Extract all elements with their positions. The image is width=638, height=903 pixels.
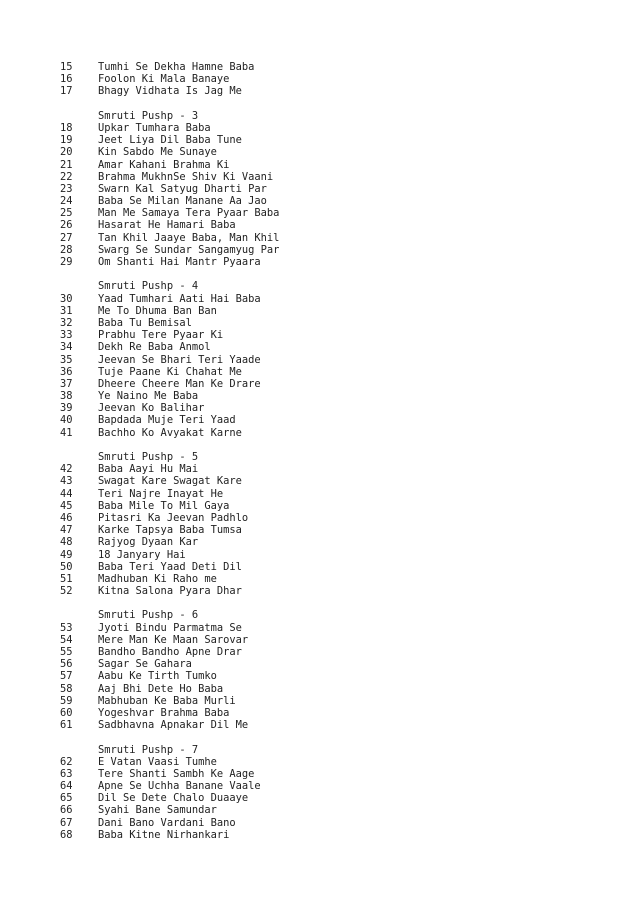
song-number: 65 — [60, 792, 73, 805]
song-number: 49 — [60, 548, 73, 561]
song-title: Tere Shanti Sambh Ke Aage — [98, 767, 255, 780]
song-row — [60, 585, 620, 597]
song-number: 59 — [60, 694, 73, 707]
song-title: Syahi Bane Samundar — [98, 804, 217, 817]
song-title: Baba Kitne Nirhankari — [98, 828, 230, 841]
song-number: 33 — [60, 329, 73, 342]
song-number: 29 — [60, 256, 73, 268]
song-title: Swarg Se Sundar Sangamyug Par — [98, 243, 280, 256]
song-row — [60, 792, 620, 804]
song-row — [60, 146, 620, 158]
song-title: Me To Dhuma Ban Ban — [98, 304, 217, 317]
song-number: 42 — [60, 463, 73, 476]
song-title: Amar Kahani Brahma Ki — [98, 158, 230, 171]
song-number: 38 — [60, 390, 73, 403]
song-row — [60, 561, 620, 573]
heading-indent — [60, 280, 98, 292]
song-row — [60, 829, 620, 841]
song-number: 60 — [60, 706, 73, 719]
song-row — [60, 573, 620, 585]
song-row — [60, 122, 620, 134]
song-title: Pitasri Ka Jeevan Padhlo — [98, 511, 249, 524]
song-row — [60, 549, 620, 561]
song-number: 51 — [60, 572, 73, 585]
song-title: Baba Tu Bemisal — [98, 316, 192, 329]
section-spacer — [60, 597, 620, 609]
song-row — [60, 207, 620, 219]
song-row — [60, 622, 620, 634]
song-row — [60, 195, 620, 207]
section-heading — [60, 609, 620, 621]
song-number: 45 — [60, 499, 73, 512]
song-number: 40 — [60, 414, 73, 427]
song-number: 31 — [60, 304, 73, 317]
song-number: 57 — [60, 670, 73, 683]
song-title: Apne Se Uchha Banane Vaale — [98, 780, 261, 793]
song-number: 64 — [60, 780, 73, 793]
song-title: Baba Aayi Hu Mai — [98, 463, 199, 476]
heading-indent — [60, 744, 98, 756]
section-spacer — [60, 439, 620, 451]
song-title: Sadbhavna Apnakar Dil Me — [98, 719, 249, 732]
song-row — [60, 719, 620, 731]
section-spacer — [60, 268, 620, 280]
song-number: 54 — [60, 633, 73, 646]
song-row — [60, 183, 620, 195]
song-number: 47 — [60, 524, 73, 537]
song-title: Dani Bano Vardani Bano — [98, 816, 236, 829]
section-heading — [60, 451, 620, 463]
song-number: 16 — [60, 73, 73, 86]
section-heading-text: Smruti Pushp - 4 — [98, 280, 199, 293]
song-title: Sagar Se Gahara — [98, 658, 192, 671]
song-row — [60, 536, 620, 548]
song-number: 28 — [60, 243, 73, 256]
section-spacer — [60, 98, 620, 110]
song-row — [60, 171, 620, 183]
heading-indent — [60, 451, 98, 463]
song-title: Jeet Liya Dil Baba Tune — [98, 134, 242, 147]
song-title: Foolon Ki Mala Banaye — [98, 73, 230, 86]
song-number: 23 — [60, 182, 73, 195]
song-section — [60, 597, 620, 731]
song-number: 62 — [60, 755, 73, 768]
song-section — [60, 98, 620, 269]
song-title: Madhuban Ki Raho me — [98, 572, 217, 585]
song-title: Bandho Bandho Apne Drar — [98, 646, 242, 658]
song-title: Hasarat He Hamari Baba — [98, 219, 236, 232]
section-heading-text: Smruti Pushp - 5 — [98, 451, 199, 463]
song-number: 44 — [60, 487, 73, 500]
song-row — [60, 317, 620, 329]
section-heading — [60, 280, 620, 292]
song-row — [60, 305, 620, 317]
song-number: 58 — [60, 682, 73, 695]
song-number: 21 — [60, 158, 73, 171]
song-number: 20 — [60, 146, 73, 159]
song-title: 18 Janyary Hai — [98, 548, 186, 561]
song-number: 17 — [60, 85, 73, 98]
song-title: Bachho Ko Avyakat Karne — [98, 426, 242, 439]
song-number: 30 — [60, 292, 73, 305]
song-row — [60, 670, 620, 682]
song-section — [60, 439, 620, 597]
song-number: 37 — [60, 377, 73, 390]
song-title: Tan Khil Jaaye Baba, Man Khil — [98, 231, 280, 244]
heading-indent — [60, 110, 98, 122]
song-row — [60, 524, 620, 536]
song-title: Dekh Re Baba Anmol — [98, 341, 211, 354]
song-title: Baba Se Milan Manane Aa Jao — [98, 195, 267, 208]
song-title: Bhagy Vidhata Is Jag Me — [98, 85, 242, 98]
section-heading-text: Smruti Pushp - 7 — [98, 743, 199, 756]
song-row — [60, 695, 620, 707]
song-row — [60, 500, 620, 512]
song-row — [60, 293, 620, 305]
song-section — [60, 268, 620, 439]
song-row — [60, 817, 620, 829]
song-title: Mabhuban Ke Baba Murli — [98, 694, 236, 707]
song-title: Aabu Ke Tirth Tumko — [98, 670, 217, 683]
song-row — [60, 390, 620, 402]
song-number: 32 — [60, 316, 73, 329]
song-title: Man Me Samaya Tera Pyaar Baba — [98, 207, 280, 220]
song-number: 46 — [60, 511, 73, 524]
song-number: 39 — [60, 402, 73, 415]
song-number: 43 — [60, 475, 73, 488]
song-number: 67 — [60, 816, 73, 829]
song-title: Yogeshvar Brahma Baba — [98, 706, 230, 719]
song-title: Brahma MukhnSe Shiv Ki Vaani — [98, 170, 274, 183]
song-row — [60, 463, 620, 475]
song-row — [60, 232, 620, 244]
song-number: 27 — [60, 231, 73, 244]
song-title: Baba Teri Yaad Deti Dil — [98, 560, 242, 573]
song-row — [60, 159, 620, 171]
song-row — [60, 256, 620, 268]
song-row — [60, 646, 620, 658]
section-heading-text: Smruti Pushp - 3 — [98, 109, 199, 122]
song-number: 61 — [60, 719, 73, 732]
song-title: Rajyog Dyaan Kar — [98, 536, 199, 549]
song-title: Jeevan Se Bhari Teri Yaade — [98, 353, 261, 366]
song-number: 15 — [60, 61, 73, 73]
song-row — [60, 378, 620, 390]
song-row — [60, 488, 620, 500]
song-row — [60, 329, 620, 341]
section-heading — [60, 744, 620, 756]
song-title: Swagat Kare Swagat Kare — [98, 475, 242, 488]
song-title: Mere Man Ke Maan Sarovar — [98, 633, 249, 646]
song-row — [60, 366, 620, 378]
song-number: 36 — [60, 365, 73, 378]
song-title: Jyoti Bindu Parmatma Se — [98, 621, 242, 634]
song-row — [60, 73, 620, 85]
song-number: 34 — [60, 341, 73, 354]
song-number: 18 — [60, 121, 73, 134]
song-title: Aaj Bhi Dete Ho Baba — [98, 682, 224, 695]
song-number: 35 — [60, 353, 73, 366]
song-title: Bapdada Muje Teri Yaad — [98, 414, 236, 427]
song-number: 19 — [60, 134, 73, 147]
song-title: Ye Naino Me Baba — [98, 390, 199, 403]
song-title: Prabhu Tere Pyaar Ki — [98, 329, 224, 342]
section-heading-text: Smruti Pushp - 6 — [98, 609, 199, 622]
song-number: 26 — [60, 219, 73, 232]
song-row — [60, 634, 620, 646]
song-section — [60, 61, 620, 98]
song-title: Yaad Tumhari Aati Hai Baba — [98, 292, 261, 305]
song-row — [60, 414, 620, 426]
song-title: Tuje Paane Ki Chahat Me — [98, 365, 242, 378]
song-row — [60, 768, 620, 780]
song-title: Dil Se Dete Chalo Duaaye — [98, 792, 249, 805]
song-row — [60, 756, 620, 768]
song-title: Karke Tapsya Baba Tumsa — [98, 524, 242, 537]
song-number: 53 — [60, 621, 73, 634]
song-number: 52 — [60, 585, 73, 598]
song-row — [60, 341, 620, 353]
song-row — [60, 427, 620, 439]
song-row — [60, 707, 620, 719]
song-title: Om Shanti Hai Mantr Pyaara — [98, 256, 261, 268]
song-title: E Vatan Vaasi Tumhe — [98, 755, 217, 768]
song-title: Swarn Kal Satyug Dharti Par — [98, 182, 267, 195]
song-row — [60, 354, 620, 366]
song-list-page — [60, 61, 620, 841]
song-number: 22 — [60, 170, 73, 183]
section-heading — [60, 110, 620, 122]
song-number: 68 — [60, 828, 73, 841]
song-number: 41 — [60, 426, 73, 439]
song-title: Upkar Tumhara Baba — [98, 121, 211, 134]
song-number: 50 — [60, 560, 73, 573]
song-row — [60, 402, 620, 414]
section-spacer — [60, 731, 620, 743]
song-number: 25 — [60, 207, 73, 220]
heading-indent — [60, 609, 98, 621]
song-number: 63 — [60, 767, 73, 780]
song-row — [60, 780, 620, 792]
song-number: 24 — [60, 195, 73, 208]
song-row — [60, 134, 620, 146]
song-row — [60, 61, 620, 73]
song-title: Dheere Cheere Man Ke Drare — [98, 377, 261, 390]
song-row — [60, 85, 620, 97]
song-title: Teri Najre Inayat He — [98, 487, 224, 500]
song-number: 56 — [60, 658, 73, 671]
song-row — [60, 219, 620, 231]
song-number: 55 — [60, 646, 73, 658]
song-title: Jeevan Ko Balihar — [98, 402, 205, 415]
song-row — [60, 475, 620, 487]
song-row — [60, 658, 620, 670]
song-row — [60, 244, 620, 256]
song-number: 66 — [60, 804, 73, 817]
song-row — [60, 804, 620, 816]
song-title: Kitna Salona Pyara Dhar — [98, 585, 242, 598]
song-title: Baba Mile To Mil Gaya — [98, 499, 230, 512]
song-section — [60, 731, 620, 841]
song-row — [60, 512, 620, 524]
song-title: Kin Sabdo Me Sunaye — [98, 146, 217, 159]
song-row — [60, 683, 620, 695]
song-number: 48 — [60, 536, 73, 549]
song-title: Tumhi Se Dekha Hamne Baba — [98, 61, 255, 73]
